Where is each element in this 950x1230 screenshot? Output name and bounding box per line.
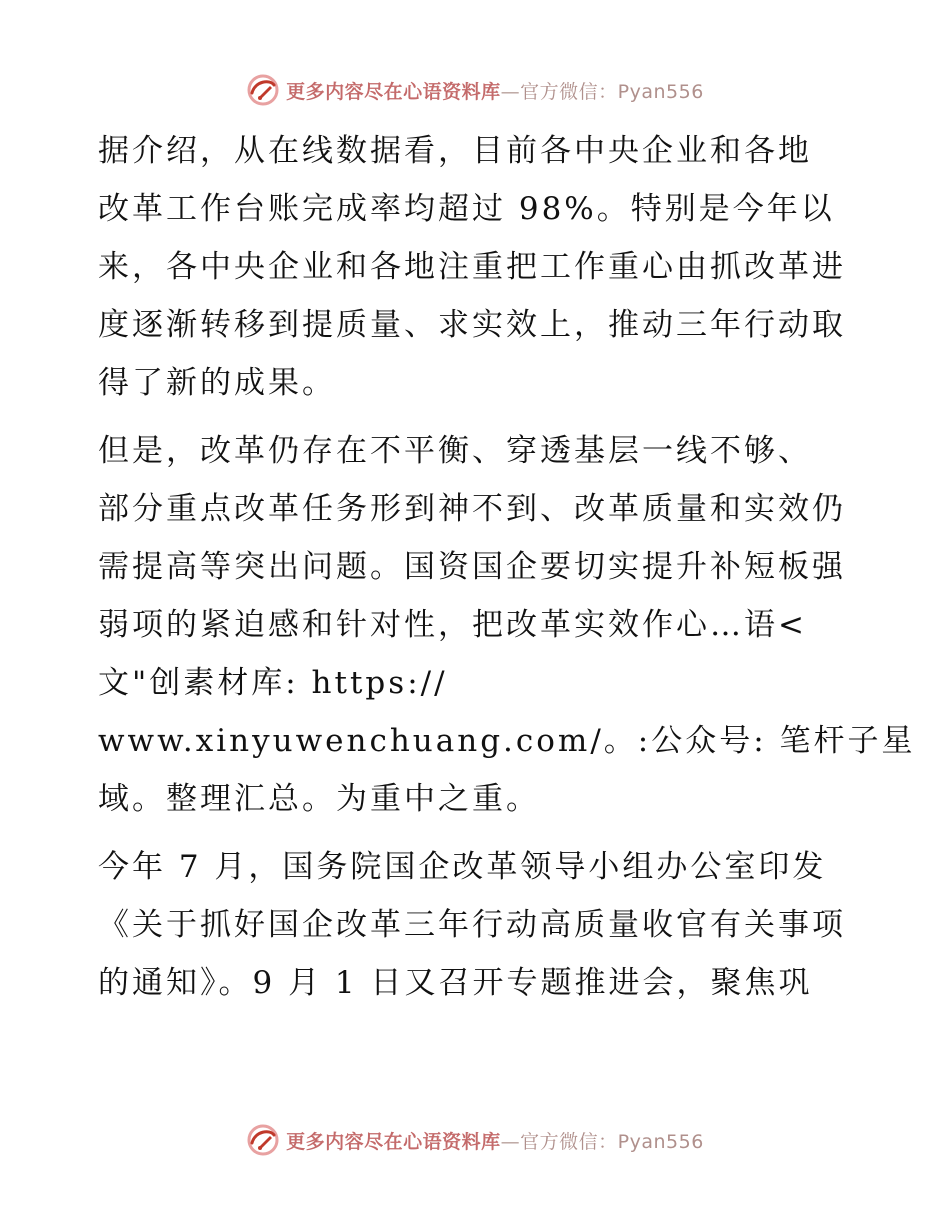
text-line: 《关于抓好国企改革三年行动高质量收官有关事项	[98, 907, 846, 943]
text-line: 据介绍，从在线数据看，目前各中央企业和各地	[98, 133, 812, 169]
banner-text	[286, 77, 704, 104]
text-line: 来，各中央企业和各地注重把工作重心由抓改革进	[98, 249, 846, 285]
text-line: 的通知》。9 月 1 日又召开专题推进会，聚焦巩	[98, 965, 813, 1001]
paragraph-3	[98, 838, 858, 1012]
pen-nib-logo-icon	[246, 1123, 280, 1157]
pen-nib-logo-icon	[246, 73, 280, 107]
text-line: 需提高等突出问题。国资国企要切实提升补短板强	[98, 549, 846, 585]
banner-separator: —	[500, 1130, 521, 1153]
paragraph-2	[98, 422, 916, 828]
header-banner	[0, 70, 950, 110]
text-line: 文"创素材库: https://	[98, 665, 448, 701]
article-body	[98, 122, 916, 1022]
text-line: 改革工作台账完成率均超过 98%。特别是今年以	[98, 191, 835, 227]
banner-lead: 更多内容尽在心语资料库	[286, 80, 501, 103]
banner-separator: —	[500, 80, 521, 103]
footer-banner	[0, 1120, 950, 1160]
text-line: www.xinyuwenchuang.com/。:公众号: 笔杆子星	[98, 723, 916, 759]
text-line: 得了新的成果。	[98, 365, 336, 401]
text-line: 弱项的紧迫感和针对性，把改革实效作心…语<	[98, 607, 807, 643]
paragraph-1	[98, 122, 858, 412]
text-line: 今年 7 月，国务院国企改革领导小组办公室印发	[98, 849, 827, 885]
text-line: 域。整理汇总。为重中之重。	[98, 781, 540, 817]
text-line: 但是，改革仍存在不平衡、穿透基层一线不够、	[98, 433, 812, 469]
text-line: 度逐渐转移到提质量、求实效上，推动三年行动取	[98, 307, 846, 343]
banner-contact: 官方微信：Pyan556	[520, 80, 704, 103]
banner-contact: 官方微信：Pyan556	[520, 1130, 704, 1153]
banner-text	[286, 1127, 704, 1154]
banner-lead: 更多内容尽在心语资料库	[286, 1130, 501, 1153]
text-line: 部分重点改革任务形到神不到、改革质量和实效仍	[98, 491, 846, 527]
